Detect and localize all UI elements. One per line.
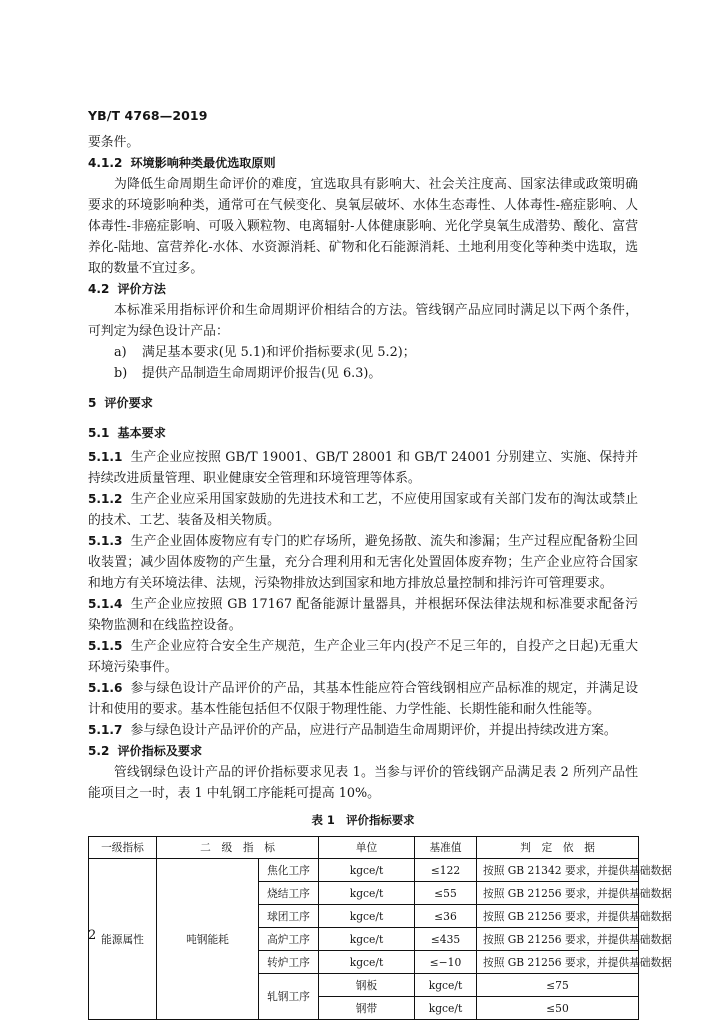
requirement-item bbox=[88, 636, 638, 678]
process-cell: 烧结工序 bbox=[259, 882, 319, 905]
benchmark-cell: ≤435 bbox=[415, 928, 477, 951]
criteria-list bbox=[88, 342, 638, 384]
benchmark-cell: ≤−10 bbox=[415, 951, 477, 974]
unit-cell: kgce/t bbox=[319, 951, 415, 974]
requirement-text: 生产企业应符合安全生产规范，生产企业三年内(投产不足三年的，自投产之日起)无重大环境污染事件。 bbox=[88, 639, 638, 675]
process-cell: 转炉工序 bbox=[259, 951, 319, 974]
unit-cell: kgce/t bbox=[319, 859, 415, 882]
requirement-number: 5.1.1 bbox=[88, 450, 123, 464]
section-number: 5 bbox=[88, 396, 97, 410]
list-marker: b) bbox=[114, 366, 128, 381]
continuation-text: 要条件。 bbox=[88, 135, 140, 150]
section-4-2-body: 本标准采用指标评价和生命周期评价相结合的方法。管线钢产品应同时满足以下两个条件，可判定为绿色设计产品： bbox=[88, 303, 638, 339]
requirement-item bbox=[88, 678, 638, 720]
section-title: 评价指标及要求 bbox=[117, 744, 203, 758]
requirement-number: 5.1.5 bbox=[88, 639, 123, 653]
process-cell: 球团工序 bbox=[259, 905, 319, 928]
unit-cell: kgce/t bbox=[415, 974, 477, 997]
benchmark-cell: ≤50 bbox=[477, 997, 639, 1020]
process-cell: 钢带 bbox=[319, 997, 415, 1020]
requirements-list bbox=[88, 447, 638, 741]
section-4-1-2-body: 为降低生命周期生命评价的难度，宜选取具有影响大、社会关注度高、国家法律或政策明确要求的环境影响种类，通常可在气候变化、臭氧层破坏、水体生态毒性、人体毒性-癌症影响、人体毒性-非癌症影响、可吸入颗粒物、电离辐射-人体健康影响、光化学臭氧生成潜势、酸化、富营养化-陆地、富营养化-水体、水资源消耗、矿物和化石能源消耗、土地利用变化等种类中选取，选取的数量不宜过多。 bbox=[88, 177, 638, 276]
process-cell: 高炉工序 bbox=[259, 928, 319, 951]
table-row bbox=[89, 859, 639, 882]
page-content bbox=[88, 132, 672, 1020]
requirement-text: 生产企业固体废物应有专门的贮存场所，避免扬散、流失和渗漏；生产过程应配备粉尘回收装置；减少固体废物的产生量，充分合理利用和无害化处置固体废弃物；生产企业应符合国家和地方有关环境法律、法规，污染物排放达到国家和地方排放总量控制和排污许可管理要求。 bbox=[88, 534, 638, 591]
list-item bbox=[114, 342, 638, 363]
requirement-number: 5.1.4 bbox=[88, 597, 123, 611]
section-title: 基本要求 bbox=[117, 426, 166, 440]
standard-header: YB/T 4768—2019 bbox=[88, 108, 208, 123]
section-title: 评价方法 bbox=[117, 282, 166, 296]
level-1-indicator: 能源属性 bbox=[89, 859, 157, 1020]
list-item bbox=[114, 363, 638, 384]
requirement-text: 参与绿色设计产品评价的产品，其基本性能应符合管线钢相应产品标准的规定，并满足设计和使用的要求。基本性能包括但不仅限于物理性能、力学性能、长期性能和耐久性能等。 bbox=[88, 681, 638, 717]
table-header: 基准值 bbox=[415, 837, 477, 859]
benchmark-cell: ≤75 bbox=[477, 974, 639, 997]
process-cell: 钢板 bbox=[319, 974, 415, 997]
unit-cell: kgce/t bbox=[319, 905, 415, 928]
requirement-number: 5.1.2 bbox=[88, 492, 123, 506]
section-number: 5.2 bbox=[88, 744, 110, 758]
requirement-number: 5.1.6 bbox=[88, 681, 123, 695]
benchmark-cell: ≤55 bbox=[415, 882, 477, 905]
section-4-1-2-heading bbox=[88, 153, 638, 174]
unit-cell: kgce/t bbox=[319, 882, 415, 905]
unit-cell: kgce/t bbox=[319, 928, 415, 951]
list-text: 提供产品制造生命周期评价报告(见 6.3)。 bbox=[142, 366, 382, 381]
requirement-item bbox=[88, 531, 638, 594]
requirement-text: 生产企业应按照 GB/T 19001、GB/T 28001 和 GB/T 24001 分别建立、实施、保持并持续改进质量管理、职业健康安全管理和环境管理等体系。 bbox=[88, 450, 638, 486]
list-marker: a) bbox=[114, 345, 127, 360]
table-header: 一级指标 bbox=[89, 837, 157, 859]
section-4-2-heading bbox=[88, 279, 638, 300]
list-text: 满足基本要求(见 5.1)和评价指标要求(见 5.2)； bbox=[142, 345, 416, 360]
requirement-item bbox=[88, 447, 638, 489]
requirement-number: 5.1.3 bbox=[88, 534, 123, 548]
section-5-1-heading bbox=[88, 423, 638, 444]
process-cell: 焦化工序 bbox=[259, 859, 319, 882]
basis-cell: 按照 GB 21256 要求，并提供基础数据 bbox=[477, 951, 639, 974]
basis-cell: 按照 GB 21256 要求，并提供基础数据 bbox=[477, 905, 639, 928]
benchmark-cell: ≤36 bbox=[415, 905, 477, 928]
table-header: 单位 bbox=[319, 837, 415, 859]
table-header: 判 定 依 据 bbox=[477, 837, 639, 859]
requirement-text: 生产企业应采用国家鼓励的先进技术和工艺，不应使用国家或有关部门发布的淘汰或禁止的技术、工艺、装备及相关物质。 bbox=[88, 492, 638, 528]
requirement-text: 生产企业应按照 GB 17167 配备能源计量器具，并根据环保法律法规和标准要求配备污染物监测和在线监控设备。 bbox=[88, 597, 638, 633]
section-number: 5.1 bbox=[88, 426, 110, 440]
section-number: 4.2 bbox=[88, 282, 110, 296]
section-number: 4.1.2 bbox=[88, 156, 123, 170]
page-number: 2 bbox=[88, 928, 97, 943]
basis-cell: 按照 GB 21256 要求，并提供基础数据 bbox=[477, 928, 639, 951]
benchmark-cell: ≤122 bbox=[415, 859, 477, 882]
section-title: 环境影响种类最优选取原则 bbox=[130, 156, 276, 170]
evaluation-indicator-table bbox=[88, 836, 672, 1020]
unit-cell: kgce/t bbox=[415, 997, 477, 1020]
section-5-heading bbox=[88, 393, 638, 414]
basis-cell: 按照 GB 21256 要求，并提供基础数据 bbox=[477, 882, 639, 905]
requirement-number: 5.1.7 bbox=[88, 723, 123, 737]
requirement-item bbox=[88, 489, 638, 531]
table-header-row bbox=[89, 837, 639, 859]
table-caption: 表 1 评价指标要求 bbox=[311, 813, 415, 827]
level-2-indicator: 吨钢能耗 bbox=[157, 859, 259, 1020]
section-5-2-heading bbox=[88, 741, 638, 762]
basis-cell: 按照 GB 21342 要求，并提供基础数据 bbox=[477, 859, 639, 882]
requirement-item bbox=[88, 594, 638, 636]
requirement-text: 参与绿色设计产品评价的产品，应进行产品制造生命周期评价，并提出持续改进方案。 bbox=[130, 723, 617, 738]
section-5-2-body: 管线钢绿色设计产品的评价指标要求见表 1。当参与评价的管线钢产品满足表 2 所列产品性能项目之一时，表 1 中轧钢工序能耗可提高 10%。 bbox=[88, 765, 638, 801]
rolling-process-group: 轧钢工序 bbox=[259, 974, 319, 1020]
table-header: 二 级 指 标 bbox=[157, 837, 319, 859]
section-title: 评价要求 bbox=[104, 396, 153, 410]
requirement-item bbox=[88, 720, 638, 741]
